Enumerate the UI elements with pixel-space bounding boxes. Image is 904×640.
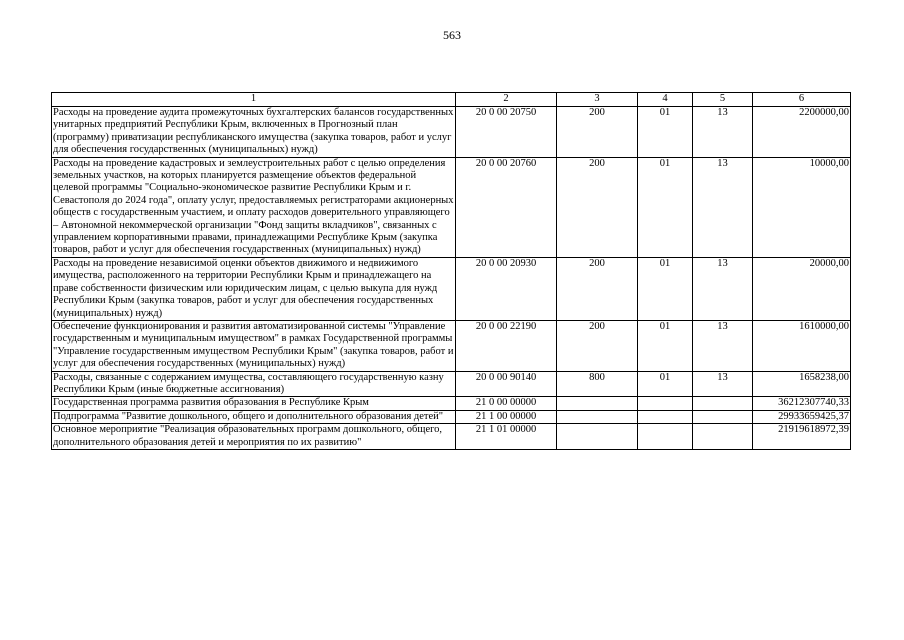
row-target-article-code: 20 0 00 90140 bbox=[456, 371, 557, 397]
row-expense-type: 800 bbox=[557, 371, 638, 397]
row-expense-type: 200 bbox=[557, 320, 638, 371]
row-name: Основное мероприятие "Реализация образовательных программ дошкольного, общего, дополнительного образования детей и мероприятия по их развитию" bbox=[52, 424, 456, 450]
row-target-article-code: 21 0 00 00000 bbox=[456, 397, 557, 410]
row-subsection bbox=[693, 410, 753, 423]
table-row bbox=[52, 424, 851, 450]
row-target-article-code: 21 1 01 00000 bbox=[456, 424, 557, 450]
column-header: 1 bbox=[52, 93, 456, 107]
row-subsection: 13 bbox=[693, 157, 753, 257]
row-name: Подпрограмма "Развитие дошкольного, общего и дополнительного образования детей" bbox=[52, 410, 456, 423]
table-row bbox=[52, 157, 851, 257]
row-amount: 29933659425,37 bbox=[753, 410, 851, 423]
row-target-article-code: 20 0 00 20760 bbox=[456, 157, 557, 257]
row-expense-type bbox=[557, 397, 638, 410]
row-target-article-code: 20 0 00 20750 bbox=[456, 107, 557, 158]
column-header: 3 bbox=[557, 93, 638, 107]
column-header: 6 bbox=[753, 93, 851, 107]
row-section bbox=[638, 410, 693, 423]
table-row bbox=[52, 257, 851, 320]
table-header-row bbox=[52, 93, 851, 107]
row-expense-type bbox=[557, 410, 638, 423]
row-section bbox=[638, 424, 693, 450]
column-header: 2 bbox=[456, 93, 557, 107]
budget-table bbox=[51, 92, 851, 450]
row-section: 01 bbox=[638, 257, 693, 320]
row-subsection bbox=[693, 397, 753, 410]
row-section: 01 bbox=[638, 371, 693, 397]
row-section: 01 bbox=[638, 157, 693, 257]
row-expense-type: 200 bbox=[557, 257, 638, 320]
row-name: Государственная программа развития образования в Республике Крым bbox=[52, 397, 456, 410]
row-section: 01 bbox=[638, 107, 693, 158]
row-amount: 1658238,00 bbox=[753, 371, 851, 397]
row-name: Обеспечение функционирования и развития автоматизированной системы "Управление государственным и муниципальным имуществом" в рамках Государственной программы "Управление государственным имуществом Республики Крым" (закупка товаров, работ и услуг для обеспечения государственных (муниципальных) нужд) bbox=[52, 320, 456, 371]
row-section bbox=[638, 397, 693, 410]
row-name: Расходы на проведение независимой оценки объектов движимого и недвижимого имущества, расположенного на территории Республики Крым и принадлежащего на праве собственности физическим или юридическим лицам, с целью выкупа для нужд Республики Крым (закупка товаров, работ и услуг для обеспечения государственных (муниципальных) нужд) bbox=[52, 257, 456, 320]
table-row bbox=[52, 107, 851, 158]
row-amount: 36212307740,33 bbox=[753, 397, 851, 410]
row-amount: 20000,00 bbox=[753, 257, 851, 320]
row-subsection: 13 bbox=[693, 107, 753, 158]
column-header: 5 bbox=[693, 93, 753, 107]
row-expense-type: 200 bbox=[557, 107, 638, 158]
row-amount: 1610000,00 bbox=[753, 320, 851, 371]
table-row bbox=[52, 397, 851, 410]
row-subsection: 13 bbox=[693, 320, 753, 371]
row-subsection: 13 bbox=[693, 257, 753, 320]
row-section: 01 bbox=[638, 320, 693, 371]
row-target-article-code: 20 0 00 20930 bbox=[456, 257, 557, 320]
row-expense-type: 200 bbox=[557, 157, 638, 257]
page-number: 563 bbox=[443, 28, 461, 42]
row-target-article-code: 20 0 00 22190 bbox=[456, 320, 557, 371]
row-subsection bbox=[693, 424, 753, 450]
table-row bbox=[52, 410, 851, 423]
row-expense-type bbox=[557, 424, 638, 450]
row-name: Расходы, связанные с содержанием имущества, составляющего государственную казну Республики Крым (иные бюджетные ассигнования) bbox=[52, 371, 456, 397]
table-row bbox=[52, 320, 851, 371]
column-header: 4 bbox=[638, 93, 693, 107]
row-subsection: 13 bbox=[693, 371, 753, 397]
row-name: Расходы на проведение кадастровых и землеустроительных работ с целью определения земельных участков, на которых планируется размещение объектов федеральной целевой программы "Социально-экономическое развитие Республики Крым и г. Севастополя до 2024 года", оплату услуг, предоставляемых регистраторами акционерных обществ с государственным участием, и оплату расходов доверительного управляющего – Автономной некоммерческой организации "Фонд защиты вкладчиков", связанных с управлением корпоративными правами, принадлежащими Республике Крым (закупка товаров, работ и услуг для обеспечения государственных (муниципальных) нужд) bbox=[53, 157, 454, 256]
row-target-article-code: 21 1 00 00000 bbox=[456, 410, 557, 423]
row-amount: 10000,00 bbox=[753, 157, 851, 257]
row-amount: 2200000,00 bbox=[753, 107, 851, 158]
row-name: Расходы на проведение аудита промежуточных бухгалтерских балансов государственных унитарных предприятий Республики Крым, включенных в Прогнозный план (программу) приватизации республиканского имущества (закупка товаров, работ и услуг для обеспечения государственных (муниципальных) нужд) bbox=[52, 107, 456, 158]
table-row bbox=[52, 371, 851, 397]
row-amount: 21919618972,39 bbox=[753, 424, 851, 450]
